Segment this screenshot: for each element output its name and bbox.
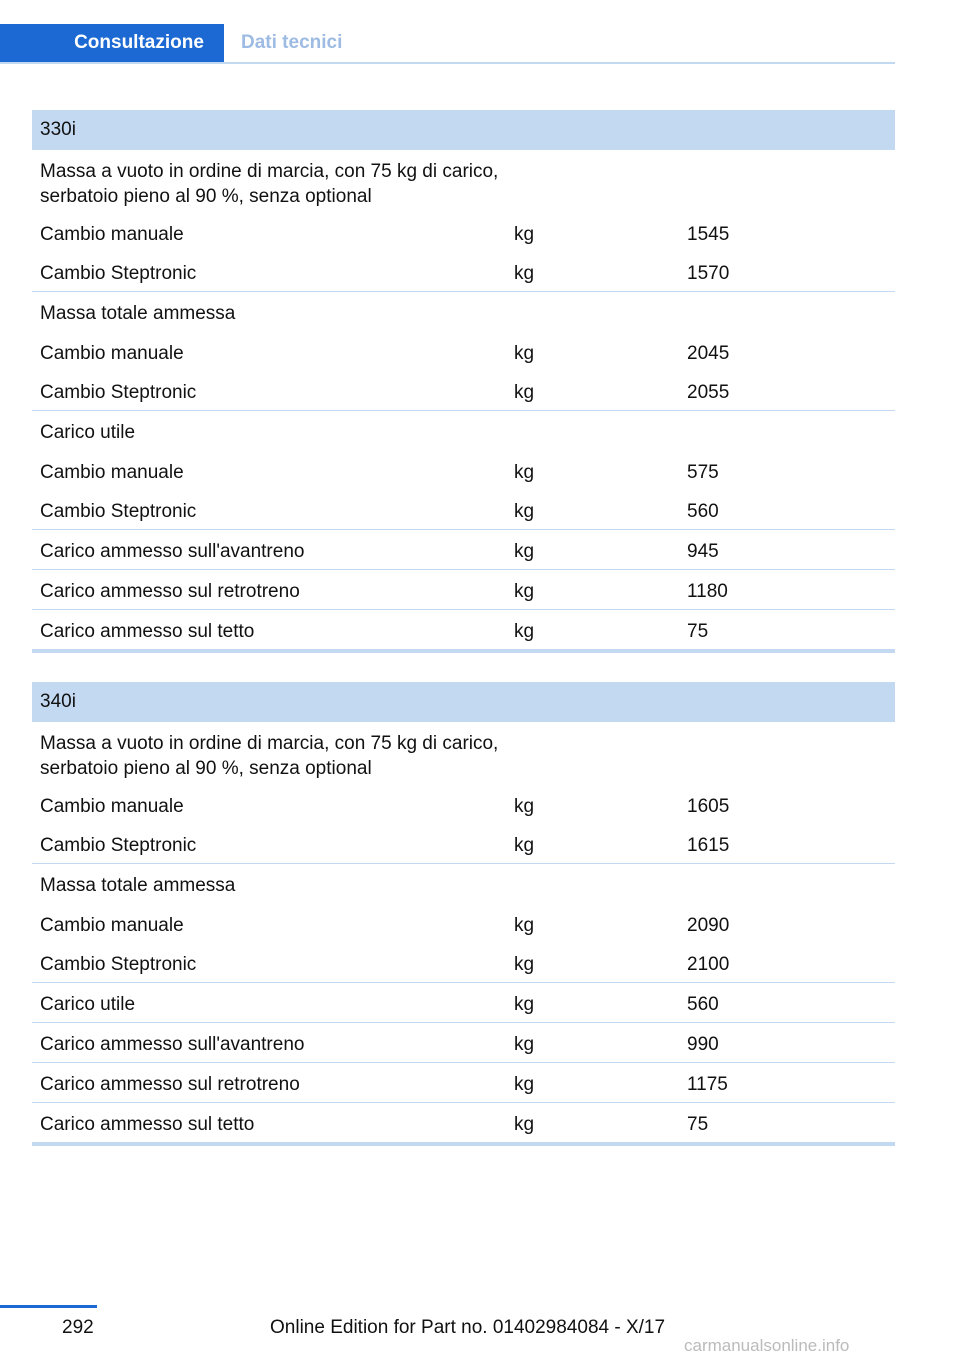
row-value: 945 [687, 541, 719, 562]
row-label: Cambio Steptronic [40, 954, 197, 975]
row-value: 1570 [687, 263, 730, 284]
row-label: Carico utile [40, 994, 136, 1015]
tab-consultazione[interactable]: Consultazione [0, 24, 224, 62]
table-row [32, 1023, 895, 1063]
row-label: Carico ammesso sull'avantreno [40, 541, 305, 562]
table-row [32, 864, 895, 904]
table-row [32, 610, 895, 649]
row-label: Cambio manuale [40, 343, 184, 364]
table-row [32, 1103, 895, 1142]
table-row [32, 570, 895, 610]
row-unit: kg [514, 382, 535, 403]
row-value: 75 [687, 621, 709, 642]
table-row [32, 943, 895, 983]
table-row [32, 530, 895, 570]
row-unit: kg [514, 1074, 535, 1095]
row-unit: kg [514, 1114, 535, 1135]
row-value: 2100 [687, 954, 730, 975]
row-unit: kg [514, 263, 535, 284]
row-value: 1175 [687, 1074, 728, 1095]
row-unit: kg [514, 501, 535, 522]
row-label: Carico ammesso sul tetto [40, 621, 255, 642]
row-value: 1545 [687, 224, 730, 245]
page-number: 292 [62, 1317, 94, 1338]
row-value: 2045 [687, 343, 730, 364]
row-label: Cambio Steptronic [40, 263, 197, 284]
row-label: Massa a vuoto in ordine di marcia, con 75 kg di carico, serbatoio pieno al 90 %, senza optional [40, 161, 499, 207]
row-unit: kg [514, 462, 535, 483]
table-row [32, 150, 895, 213]
table-row [32, 411, 895, 451]
table-row [32, 213, 895, 252]
row-label: Massa totale ammessa [40, 875, 236, 896]
row-unit: kg [514, 835, 535, 856]
page-header [0, 24, 895, 64]
row-value: 1180 [687, 581, 728, 602]
row-unit: kg [514, 224, 535, 245]
table-row [32, 824, 895, 864]
row-value: 560 [687, 501, 719, 522]
table-row [32, 983, 895, 1023]
footer-accent-bar [0, 1305, 97, 1308]
row-value: 75 [687, 1114, 709, 1135]
edition-text: Online Edition for Part no. 01402984084 - X/17 [270, 1317, 666, 1338]
row-unit: kg [514, 994, 535, 1015]
row-label: Massa a vuoto in ordine di marcia, con 75 kg di carico, serbatoio pieno al 90 %, senza optional [40, 733, 499, 779]
table-row [32, 292, 895, 332]
table-title: 330i [32, 110, 895, 150]
row-label: Cambio Steptronic [40, 835, 197, 856]
row-unit: kg [514, 621, 535, 642]
row-label: Cambio manuale [40, 224, 184, 245]
row-label: Carico ammesso sul retrotreno [40, 581, 300, 602]
table-end-divider [32, 1142, 895, 1146]
row-label: Carico ammesso sul retrotreno [40, 1074, 300, 1095]
table-row [32, 904, 895, 943]
row-unit: kg [514, 796, 535, 817]
table-row [32, 371, 895, 411]
row-unit: kg [514, 915, 535, 936]
row-value: 2055 [687, 382, 730, 403]
table-row [32, 332, 895, 371]
row-label: Carico ammesso sull'avantreno [40, 1034, 305, 1055]
row-value: 2090 [687, 915, 730, 936]
row-unit: kg [514, 541, 535, 562]
row-unit: kg [514, 343, 535, 364]
row-label: Cambio Steptronic [40, 382, 197, 403]
table-row [32, 451, 895, 490]
watermark: carmanualsonline.info [684, 1336, 850, 1355]
table-title: 340i [32, 682, 895, 722]
spec-table-340i [32, 682, 895, 1146]
row-label: Cambio Steptronic [40, 501, 197, 522]
tab-dati-tecnici[interactable]: Dati tecnici [241, 32, 343, 53]
row-unit: kg [514, 954, 535, 975]
row-value: 575 [687, 462, 719, 483]
row-label: Cambio manuale [40, 462, 184, 483]
row-value: 560 [687, 994, 719, 1015]
row-unit: kg [514, 581, 535, 602]
table-row [32, 1063, 895, 1103]
row-label: Carico utile [40, 422, 136, 443]
row-label: Massa totale ammessa [40, 303, 236, 324]
table-row [32, 785, 895, 824]
row-label: Cambio manuale [40, 915, 184, 936]
row-label: Carico ammesso sul tetto [40, 1114, 255, 1135]
row-unit: kg [514, 1034, 535, 1055]
table-row [32, 252, 895, 292]
table-row [32, 490, 895, 530]
table-end-divider [32, 649, 895, 653]
spec-table-330i [32, 110, 895, 653]
row-value: 990 [687, 1034, 719, 1055]
row-label: Cambio manuale [40, 796, 184, 817]
table-row [32, 722, 895, 785]
row-value: 1605 [687, 796, 730, 817]
row-value: 1615 [687, 835, 730, 856]
